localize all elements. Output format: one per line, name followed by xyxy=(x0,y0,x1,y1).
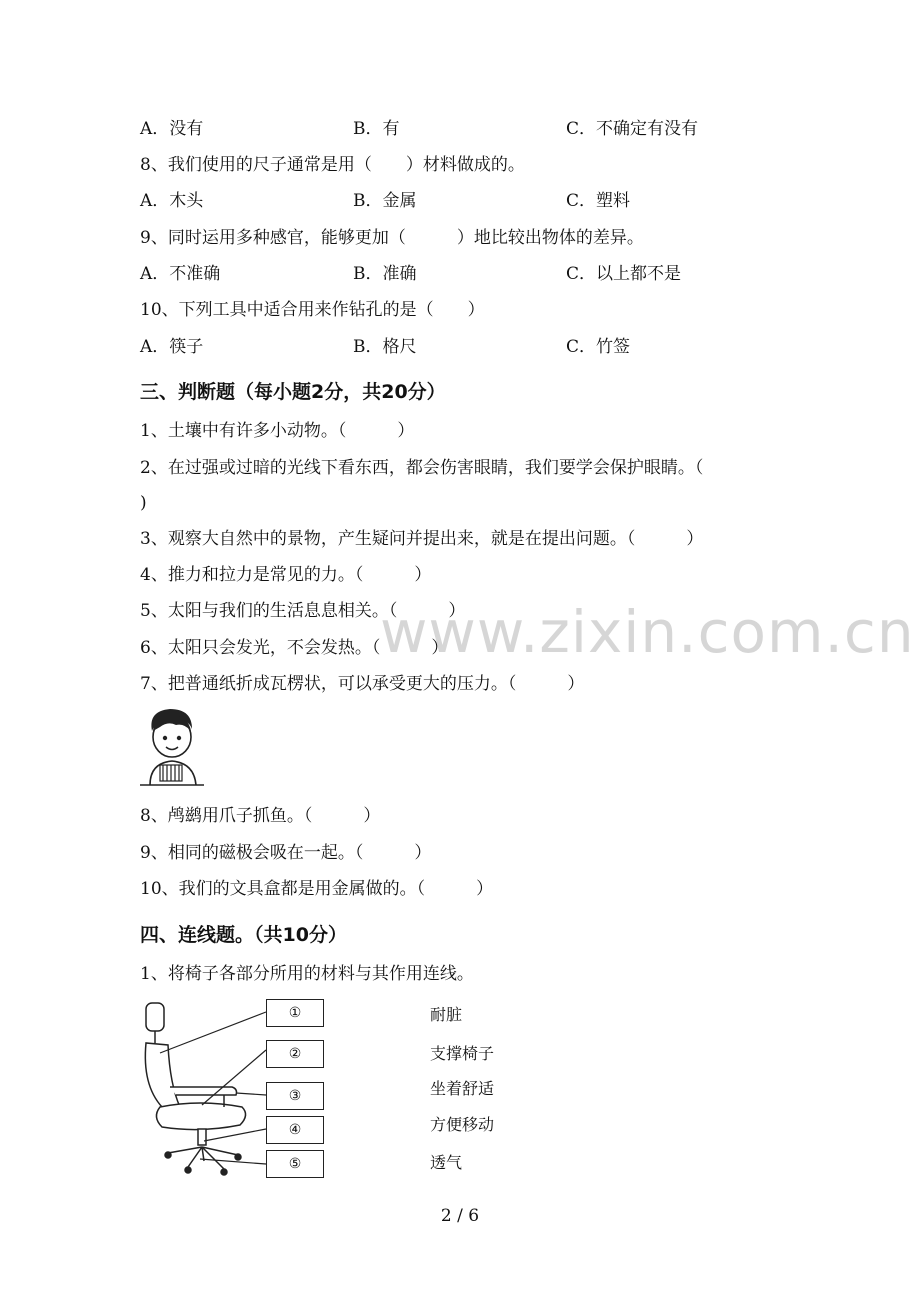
judgment-item-7: 7、把普通纸折成瓦楞状，可以承受更大的压力。（ ） xyxy=(140,674,585,694)
chair-part-box-2: ② xyxy=(266,1040,324,1068)
q10-option-b: B．格尺 xyxy=(353,337,417,357)
function-label-5: 透气 xyxy=(430,1153,463,1172)
q8-option-b: B．金属 xyxy=(353,191,417,211)
chair-part-box-4: ④ xyxy=(266,1116,324,1144)
judgment-item-5: 5、太阳与我们的生活息息相关。（ ） xyxy=(140,601,466,621)
judgment-item-9: 9、相同的磁极会吸在一起。（ ） xyxy=(140,843,432,863)
judgment-item-3: 3、观察大自然中的景物，产生疑问并提出来，就是在提出问题。（ ） xyxy=(140,529,704,549)
judgment-item-2: 2、在过强或过暗的光线下看东西，都会伤害眼睛，我们要学会保护眼睛。（ xyxy=(140,458,704,478)
judgment-item-2-continued: ) xyxy=(140,493,147,513)
section-4-title: 四、连线题。（共10分） xyxy=(140,924,347,946)
matching-prompt: 1、将椅子各部分所用的材料与其作用连线。 xyxy=(140,964,474,984)
q8-option-c: C．塑料 xyxy=(566,191,631,211)
chair-part-box-1: ① xyxy=(266,999,324,1027)
q9-option-a: A．不准确 xyxy=(140,264,221,284)
q8-option-a: A．木头 xyxy=(140,191,204,211)
judgment-item-6: 6、太阳只会发光，不会发热。（ ） xyxy=(140,638,449,658)
q10-option-a: A．筷子 xyxy=(140,337,204,357)
q7-option-b: B．有 xyxy=(353,119,400,139)
q10-text: 10、下列工具中适合用来作钻孔的是（ ） xyxy=(140,300,485,320)
q9-text: 9、同时运用多种感官，能够更加（ ）地比较出物体的差异。 xyxy=(140,228,644,248)
judgment-item-8: 8、鸬鹚用爪子抓鱼。（ ） xyxy=(140,806,381,826)
q7-option-a: A．没有 xyxy=(140,119,204,139)
judgment-item-10: 10、我们的文具盒都是用金属做的。（ ） xyxy=(140,879,494,899)
function-label-3: 坐着舒适 xyxy=(430,1079,495,1098)
section-3-title: 三、判断题（每小题2分，共20分） xyxy=(140,381,446,403)
judgment-item-4: 4、推力和拉力是常见的力。（ ） xyxy=(140,565,432,585)
function-label-1: 耐脏 xyxy=(430,1005,463,1024)
boy-folding-paper-illustration xyxy=(138,705,206,791)
q9-option-c: C．以上都不是 xyxy=(566,264,682,284)
function-label-2: 支撑椅子 xyxy=(430,1044,495,1063)
q10-option-c: C．竹签 xyxy=(566,337,631,357)
watermark: www.zixin.com.cn xyxy=(380,598,915,666)
page-number: 2 / 6 xyxy=(440,1206,480,1226)
q7-option-c: C．不确定有没有 xyxy=(566,119,699,139)
q9-option-b: B．准确 xyxy=(353,264,417,284)
q8-text: 8、我们使用的尺子通常是用（ ）材料做成的。 xyxy=(140,155,525,175)
judgment-item-1: 1、土壤中有许多小动物。（ ） xyxy=(140,421,415,441)
chair-part-box-5: ⑤ xyxy=(266,1150,324,1178)
function-label-4: 方便移动 xyxy=(430,1115,495,1134)
chair-part-box-3: ③ xyxy=(266,1082,324,1110)
